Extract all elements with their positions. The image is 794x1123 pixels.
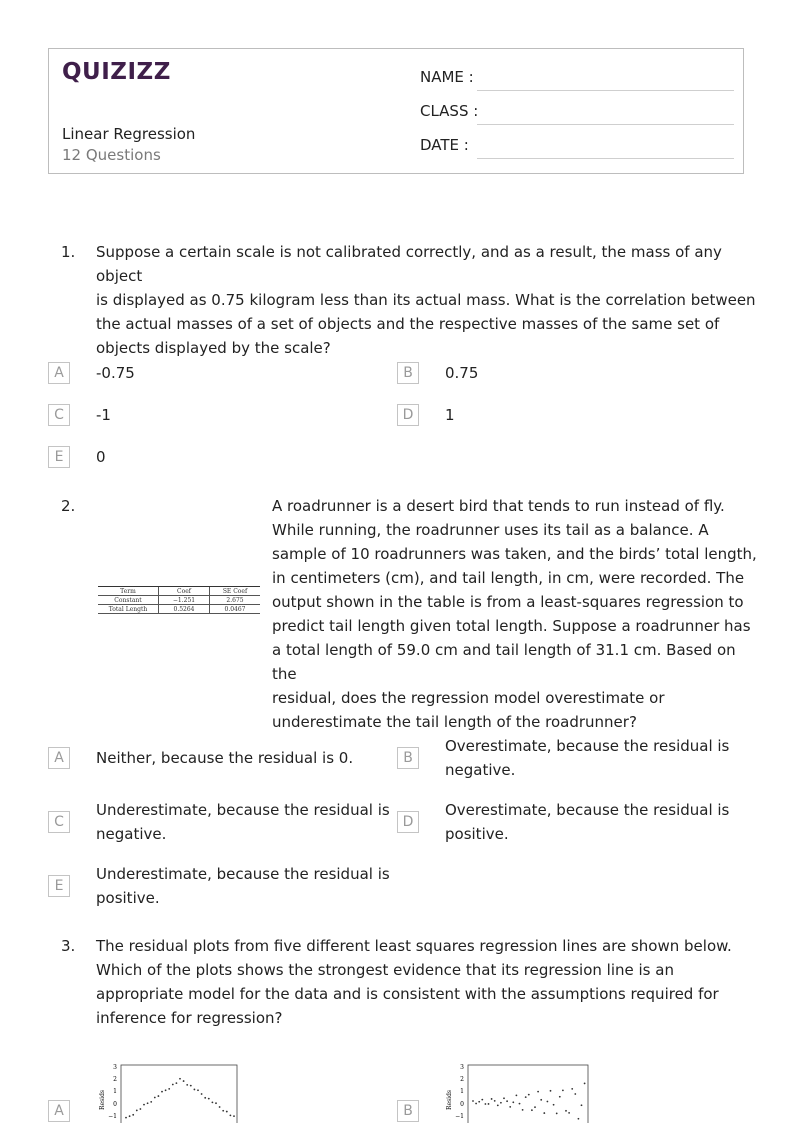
plot-point (125, 1117, 127, 1119)
plot-point (562, 1089, 564, 1091)
tick-label: −1 (108, 1113, 117, 1120)
plot-point (154, 1097, 156, 1099)
option-a-text: -0.75 (96, 364, 135, 382)
question-line: output shown in the table is from a least-squares regression to (272, 593, 744, 611)
option-c-text: -1 (96, 406, 111, 424)
plot-point (537, 1091, 539, 1093)
plot-point (215, 1102, 217, 1104)
question-line: Which of the plots shows the strongest evidence that its regression line is an (96, 961, 674, 979)
tick-label: 3 (460, 1064, 464, 1071)
quizizz-logo: QUIZIZZ (62, 59, 171, 85)
option-line: Overestimate, because the residual is (445, 737, 730, 755)
plot-point (168, 1088, 170, 1090)
table-header-row (98, 587, 260, 596)
plot-point (158, 1095, 160, 1097)
question-number: 1. (61, 243, 76, 261)
plot-point (197, 1089, 199, 1091)
option-d-box[interactable]: D (397, 811, 419, 833)
question-line: underestimate the tail length of the roadrunner? (272, 713, 637, 731)
option-line: Overestimate, because the residual is (445, 801, 730, 819)
plot-points (472, 1083, 585, 1120)
question-line: Suppose a certain scale is not calibrated correctly, and as a result, the mass of any object (96, 243, 722, 285)
plot-point (140, 1108, 142, 1110)
question-line: in centimeters (cm), and tail length, in cm, were recorded. The (272, 569, 745, 587)
residual-plot-b (441, 1060, 591, 1123)
option-line: Underestimate, because the residual is (96, 801, 390, 819)
plot-point (574, 1093, 576, 1095)
plot-point (143, 1104, 145, 1106)
table-header-cell: Coef (159, 587, 210, 596)
option-line: positive. (445, 825, 509, 843)
residual-plot-a (94, 1060, 244, 1123)
plot-frame (121, 1065, 237, 1123)
plot-point (528, 1094, 530, 1096)
plot-point (494, 1100, 496, 1102)
plot-frame (468, 1065, 588, 1123)
axis-label: Resids (446, 1090, 453, 1110)
table-cell: 2.675 (210, 596, 261, 605)
plot-point (475, 1103, 477, 1105)
question-number: 3. (61, 937, 76, 955)
plot-point (500, 1102, 502, 1104)
question-line: residual, does the regression model overestimate or (272, 689, 665, 707)
plot-points (125, 1078, 235, 1119)
tick-label: 2 (460, 1076, 464, 1083)
regression-output-table (98, 586, 260, 614)
plot-point (503, 1097, 505, 1099)
plot-point (559, 1096, 561, 1098)
option-line: Underestimate, because the residual is (96, 865, 390, 883)
option-line: negative. (445, 761, 516, 779)
date-field[interactable] (420, 136, 734, 158)
option-b-box[interactable]: B (397, 362, 419, 384)
plot-point (516, 1094, 518, 1096)
plot-point (578, 1118, 580, 1120)
date-line (477, 158, 734, 159)
question-line: is displayed as 0.75 kilogram less than its actual mass. What is the correlation between (96, 291, 756, 309)
plot-point (233, 1115, 235, 1117)
worksheet-header (48, 48, 744, 174)
tick-label: 1 (460, 1088, 464, 1095)
plot-point (571, 1088, 573, 1090)
axis-label: Resids (99, 1090, 106, 1110)
plot-point (147, 1102, 149, 1104)
plot-point (506, 1100, 508, 1102)
plot-point (543, 1112, 545, 1114)
plot-point (478, 1101, 480, 1103)
plot-point (481, 1099, 483, 1101)
table-cell: Constant (98, 596, 159, 605)
option-c-box[interactable]: C (48, 404, 70, 426)
class-field[interactable] (420, 102, 734, 124)
tick-label: 2 (113, 1076, 117, 1083)
table-row (98, 596, 260, 605)
option-e-text: 0 (96, 448, 106, 466)
tick-label: 0 (460, 1101, 464, 1108)
option-e-box[interactable]: E (48, 446, 70, 468)
date-label: DATE : (420, 136, 469, 154)
option-line: negative. (96, 825, 167, 843)
table-row (98, 605, 260, 614)
plot-point (176, 1082, 178, 1084)
tick-label: −1 (455, 1113, 464, 1120)
question-2-text (272, 494, 762, 734)
question-number: 2. (61, 497, 76, 515)
table-header-cell: Term (98, 587, 159, 596)
plot-point (584, 1083, 586, 1085)
option-d-text: 1 (445, 406, 455, 424)
table-header-cell: SE Coef (210, 587, 261, 596)
plot-point (204, 1097, 206, 1099)
plot-point (230, 1114, 232, 1116)
plot-point (129, 1115, 131, 1117)
option-c-text (96, 798, 391, 846)
plot-point (568, 1112, 570, 1114)
plot-point (219, 1106, 221, 1108)
plot-point (497, 1104, 499, 1106)
table-cell: Total Length (98, 605, 159, 614)
class-line (477, 124, 734, 125)
plot-point (553, 1104, 555, 1106)
plot-point (172, 1084, 174, 1086)
name-label: NAME : (420, 68, 474, 86)
plot-point (183, 1080, 185, 1082)
option-line: positive. (96, 889, 160, 907)
plot-point (522, 1109, 524, 1111)
question-line: inference for regression? (96, 1009, 283, 1027)
tick-label: 1 (113, 1088, 117, 1095)
question-1-text (96, 240, 756, 360)
plot-point (186, 1084, 188, 1086)
plot-point (472, 1100, 474, 1102)
option-d-text (445, 798, 745, 846)
plot-point (547, 1101, 549, 1103)
plot-point (150, 1101, 152, 1103)
plot-point (132, 1114, 134, 1116)
worksheet-title: Linear Regression (62, 125, 196, 143)
name-field[interactable] (420, 68, 734, 90)
option-b-text (445, 734, 745, 782)
plot-point (531, 1109, 533, 1111)
plot-point (201, 1093, 203, 1095)
option-a-box[interactable]: A (48, 747, 70, 769)
question-line: sample of 10 roadrunners was taken, and the birds’ total length, (272, 545, 757, 563)
plot-point (491, 1098, 493, 1100)
class-label: CLASS : (420, 102, 479, 120)
table-cell: −1.251 (159, 596, 210, 605)
table-cell: 0.5264 (159, 605, 210, 614)
option-c-box[interactable]: C (48, 811, 70, 833)
tick-label: 0 (113, 1101, 117, 1108)
question-line: the actual masses of a set of objects and the respective masses of the same set of (96, 315, 720, 333)
plot-point (194, 1089, 196, 1091)
option-a-box[interactable]: A (48, 362, 70, 384)
plot-point (534, 1106, 536, 1108)
plot-point (512, 1101, 514, 1103)
plot-point (485, 1103, 487, 1105)
question-line: The residual plots from five different least squares regression lines are shown below. (96, 937, 732, 955)
option-b-text: 0.75 (445, 364, 479, 382)
plot-point (540, 1099, 542, 1101)
option-a-box[interactable]: A (48, 1100, 70, 1122)
question-line: predict tail length given total length. Suppose a roadrunner has (272, 617, 751, 635)
question-count: 12 Questions (62, 146, 161, 164)
question-line: While running, the roadrunner uses its tail as a balance. A (272, 521, 709, 539)
plot-point (208, 1098, 210, 1100)
tick-label: 3 (113, 1064, 117, 1071)
question-3-text (96, 934, 756, 1030)
option-e-text (96, 862, 391, 910)
plot-point (488, 1103, 490, 1105)
plot-point (556, 1113, 558, 1115)
table-cell: 0.0467 (210, 605, 261, 614)
name-line (477, 90, 734, 91)
question-line: a total length of 59.0 cm and tail length of 31.1 cm. Based on the (272, 641, 736, 683)
option-line: Neither, because the residual is 0. (96, 749, 354, 767)
option-e-box[interactable]: E (48, 875, 70, 897)
plot-point (190, 1085, 192, 1087)
option-a-text (96, 746, 386, 770)
question-line: A roadrunner is a desert bird that tends to run instead of fly. (272, 497, 725, 515)
plot-point (165, 1089, 167, 1091)
plot-point (222, 1110, 224, 1112)
question-line: objects displayed by the scale? (96, 339, 331, 357)
plot-point (581, 1104, 583, 1106)
plot-point (550, 1090, 552, 1092)
question-line: appropriate model for the data and is consistent with the assumptions required for (96, 985, 719, 1003)
option-b-box[interactable]: B (397, 1100, 419, 1122)
plot-point (519, 1103, 521, 1105)
plot-point (212, 1102, 214, 1104)
option-b-box[interactable]: B (397, 747, 419, 769)
plot-point (509, 1106, 511, 1108)
option-d-box[interactable]: D (397, 404, 419, 426)
plot-point (565, 1110, 567, 1112)
plot-point (525, 1096, 527, 1098)
plot-point (136, 1110, 138, 1112)
plot-point (161, 1091, 163, 1093)
plot-point (226, 1111, 228, 1113)
plot-point (179, 1078, 181, 1080)
